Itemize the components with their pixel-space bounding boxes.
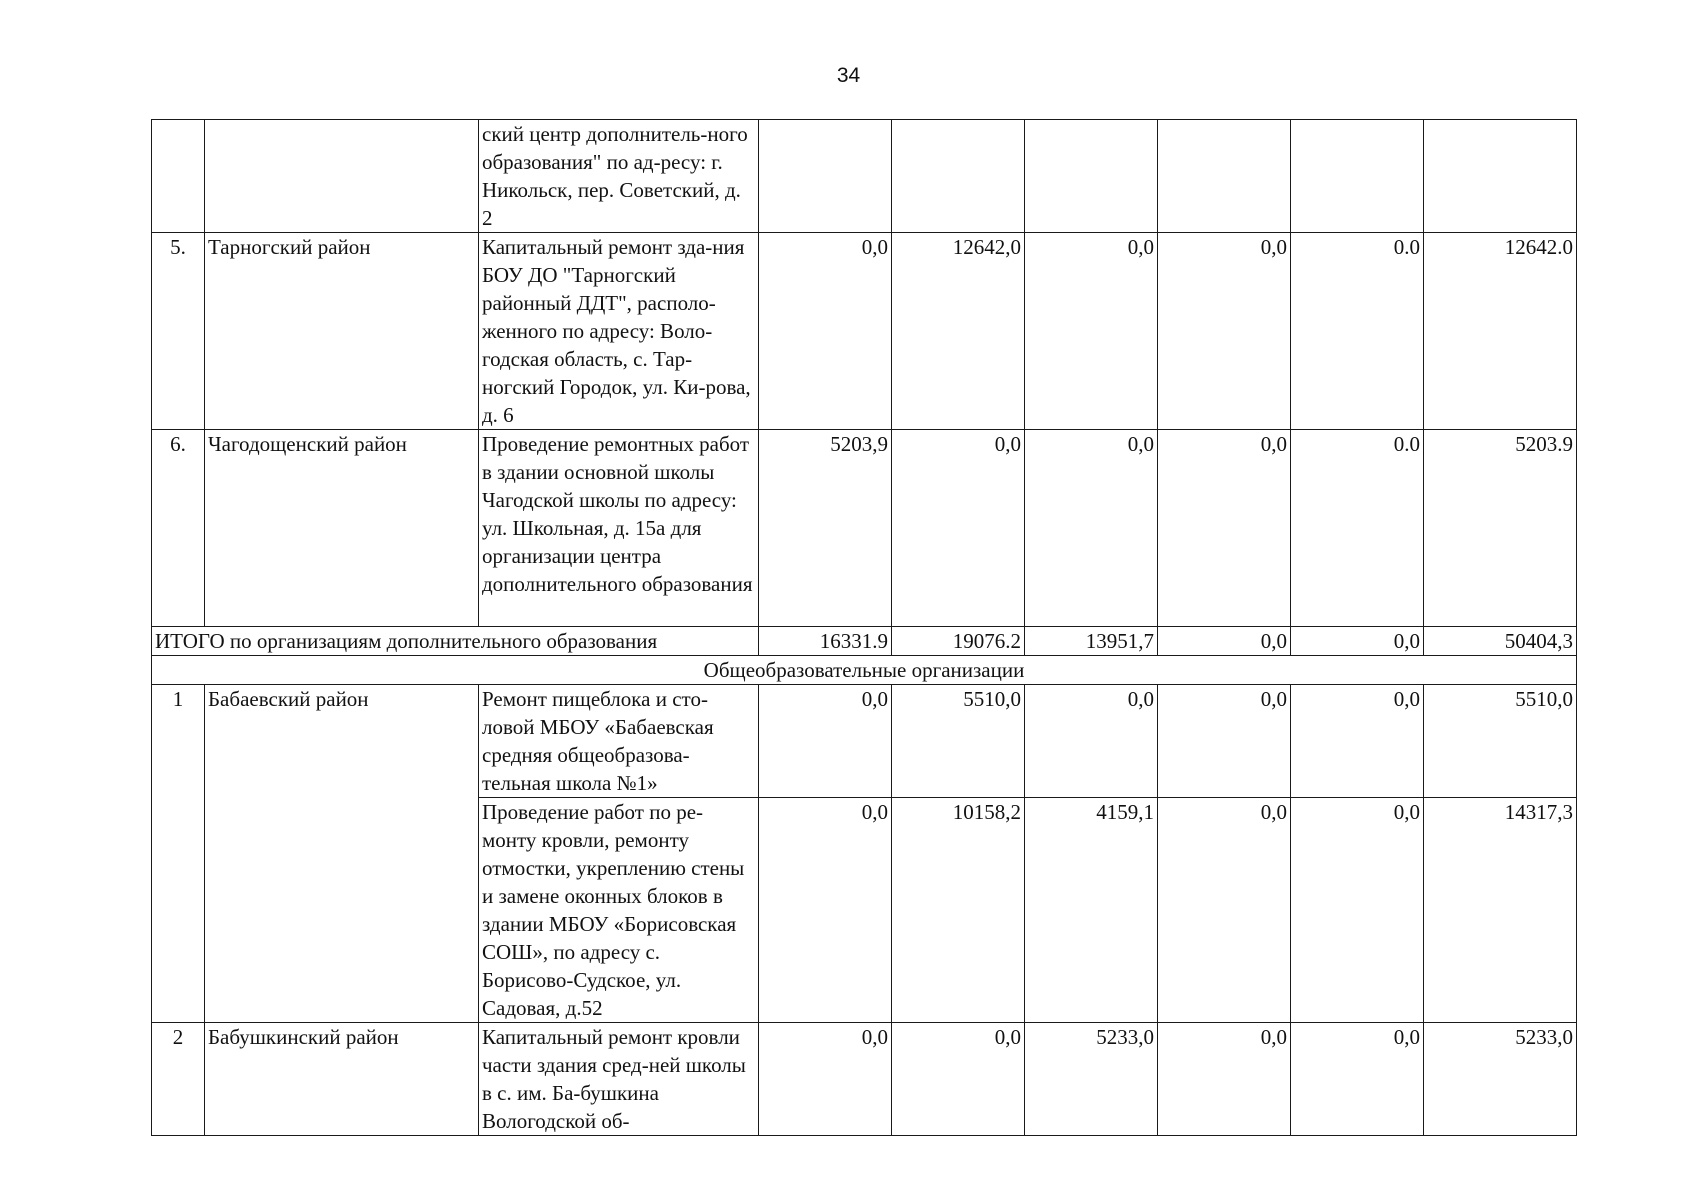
value-cell: 0,0 bbox=[1158, 685, 1291, 798]
table-row bbox=[152, 1023, 1577, 1136]
value-cell bbox=[1025, 120, 1158, 233]
district-name: Чагодощенский район bbox=[205, 430, 479, 627]
value-cell: 0,0 bbox=[1291, 798, 1424, 1023]
value-cell: 5510,0 bbox=[1424, 685, 1577, 798]
value-cell: 0,0 bbox=[1025, 430, 1158, 627]
value-cell: 0,0 bbox=[759, 798, 892, 1023]
value-cell bbox=[1424, 120, 1577, 233]
work-description: Проведение ремонтных работ в здании основной школы Чагодской школы по адресу: ул. Школьная, д. 15а для организации центра дополнительного образования bbox=[479, 430, 759, 627]
work-description: Проведение работ по ре-монту кровли, ремонту отмостки, укреплению стены и замене оконных блоков в здании МБОУ «Борисовская СОШ», по адресу с. Борисово-Судское, ул. Садовая, д.52 bbox=[479, 798, 759, 1023]
total-value: 0,0 bbox=[1291, 627, 1424, 656]
work-description: Ремонт пищеблока и сто-ловой МБОУ «Бабаевская средняя общеобразова-тельная школа №1» bbox=[479, 685, 759, 798]
district-name: Бабаевский район bbox=[205, 685, 479, 1023]
row-number bbox=[152, 120, 205, 233]
value-cell: 0,0 bbox=[759, 685, 892, 798]
page-number: 34 bbox=[836, 64, 861, 87]
value-cell: 14317,3 bbox=[1424, 798, 1577, 1023]
table-row bbox=[152, 120, 1577, 233]
section-title: Общеобразовательные организации bbox=[152, 656, 1577, 685]
value-cell bbox=[1291, 120, 1424, 233]
table-row bbox=[152, 233, 1577, 430]
value-cell: 12642.0 bbox=[1424, 233, 1577, 430]
value-cell: 0,0 bbox=[1025, 233, 1158, 430]
section-header-row bbox=[152, 656, 1577, 685]
value-cell: 0,0 bbox=[759, 233, 892, 430]
row-number: 5. bbox=[152, 233, 205, 430]
value-cell: 0,0 bbox=[892, 1023, 1025, 1136]
value-cell: 0,0 bbox=[1025, 685, 1158, 798]
value-cell bbox=[759, 120, 892, 233]
total-value: 16331.9 bbox=[759, 627, 892, 656]
value-cell bbox=[892, 120, 1025, 233]
value-cell: 4159,1 bbox=[1025, 798, 1158, 1023]
value-cell: 0,0 bbox=[1291, 1023, 1424, 1136]
table-row bbox=[152, 685, 1577, 798]
value-cell: 5233,0 bbox=[1424, 1023, 1577, 1136]
total-label: ИТОГО по организациям дополнительного образования bbox=[152, 627, 759, 656]
row-number: 6. bbox=[152, 430, 205, 627]
value-cell: 10158,2 bbox=[892, 798, 1025, 1023]
value-cell: 0,0 bbox=[1158, 233, 1291, 430]
total-value: 13951,7 bbox=[1025, 627, 1158, 656]
work-description: ский центр дополнитель-ного образования" по ад-ресу: г. Никольск, пер. Советский, д. 2 bbox=[479, 120, 759, 233]
row-number: 2 bbox=[152, 1023, 205, 1136]
value-cell: 0,0 bbox=[759, 1023, 892, 1136]
value-cell: 0,0 bbox=[1158, 798, 1291, 1023]
value-cell: 0.0 bbox=[1291, 430, 1424, 627]
total-value: 19076.2 bbox=[892, 627, 1025, 656]
work-description: Капитальный ремонт зда-ния БОУ ДО "Тарногский районный ДДТ", располо-женного по адресу: Воло-годская область, с. Тар-ногский Городок, ул. Ки-рова, д. 6 bbox=[479, 233, 759, 430]
value-cell: 5233,0 bbox=[1025, 1023, 1158, 1136]
value-cell: 0,0 bbox=[1291, 685, 1424, 798]
value-cell: 12642,0 bbox=[892, 233, 1025, 430]
work-description: Капитальный ремонт кровли части здания сред-ней школы в с. им. Ба-бушкина Вологодской об- bbox=[479, 1023, 759, 1136]
row-number: 1 bbox=[152, 685, 205, 1023]
value-cell: 5510,0 bbox=[892, 685, 1025, 798]
value-cell: 0,0 bbox=[1158, 430, 1291, 627]
district-name: Тарногский район bbox=[205, 233, 479, 430]
total-row bbox=[152, 627, 1577, 656]
value-cell: 0,0 bbox=[1158, 1023, 1291, 1136]
district-name bbox=[205, 120, 479, 233]
value-cell: 0,0 bbox=[892, 430, 1025, 627]
total-value: 50404,3 bbox=[1424, 627, 1577, 656]
value-cell: 5203.9 bbox=[1424, 430, 1577, 627]
value-cell bbox=[1158, 120, 1291, 233]
budget-table bbox=[151, 119, 1577, 1136]
total-value: 0,0 bbox=[1158, 627, 1291, 656]
value-cell: 0.0 bbox=[1291, 233, 1424, 430]
table-row bbox=[152, 430, 1577, 627]
value-cell: 5203,9 bbox=[759, 430, 892, 627]
district-name: Бабушкинский район bbox=[205, 1023, 479, 1136]
